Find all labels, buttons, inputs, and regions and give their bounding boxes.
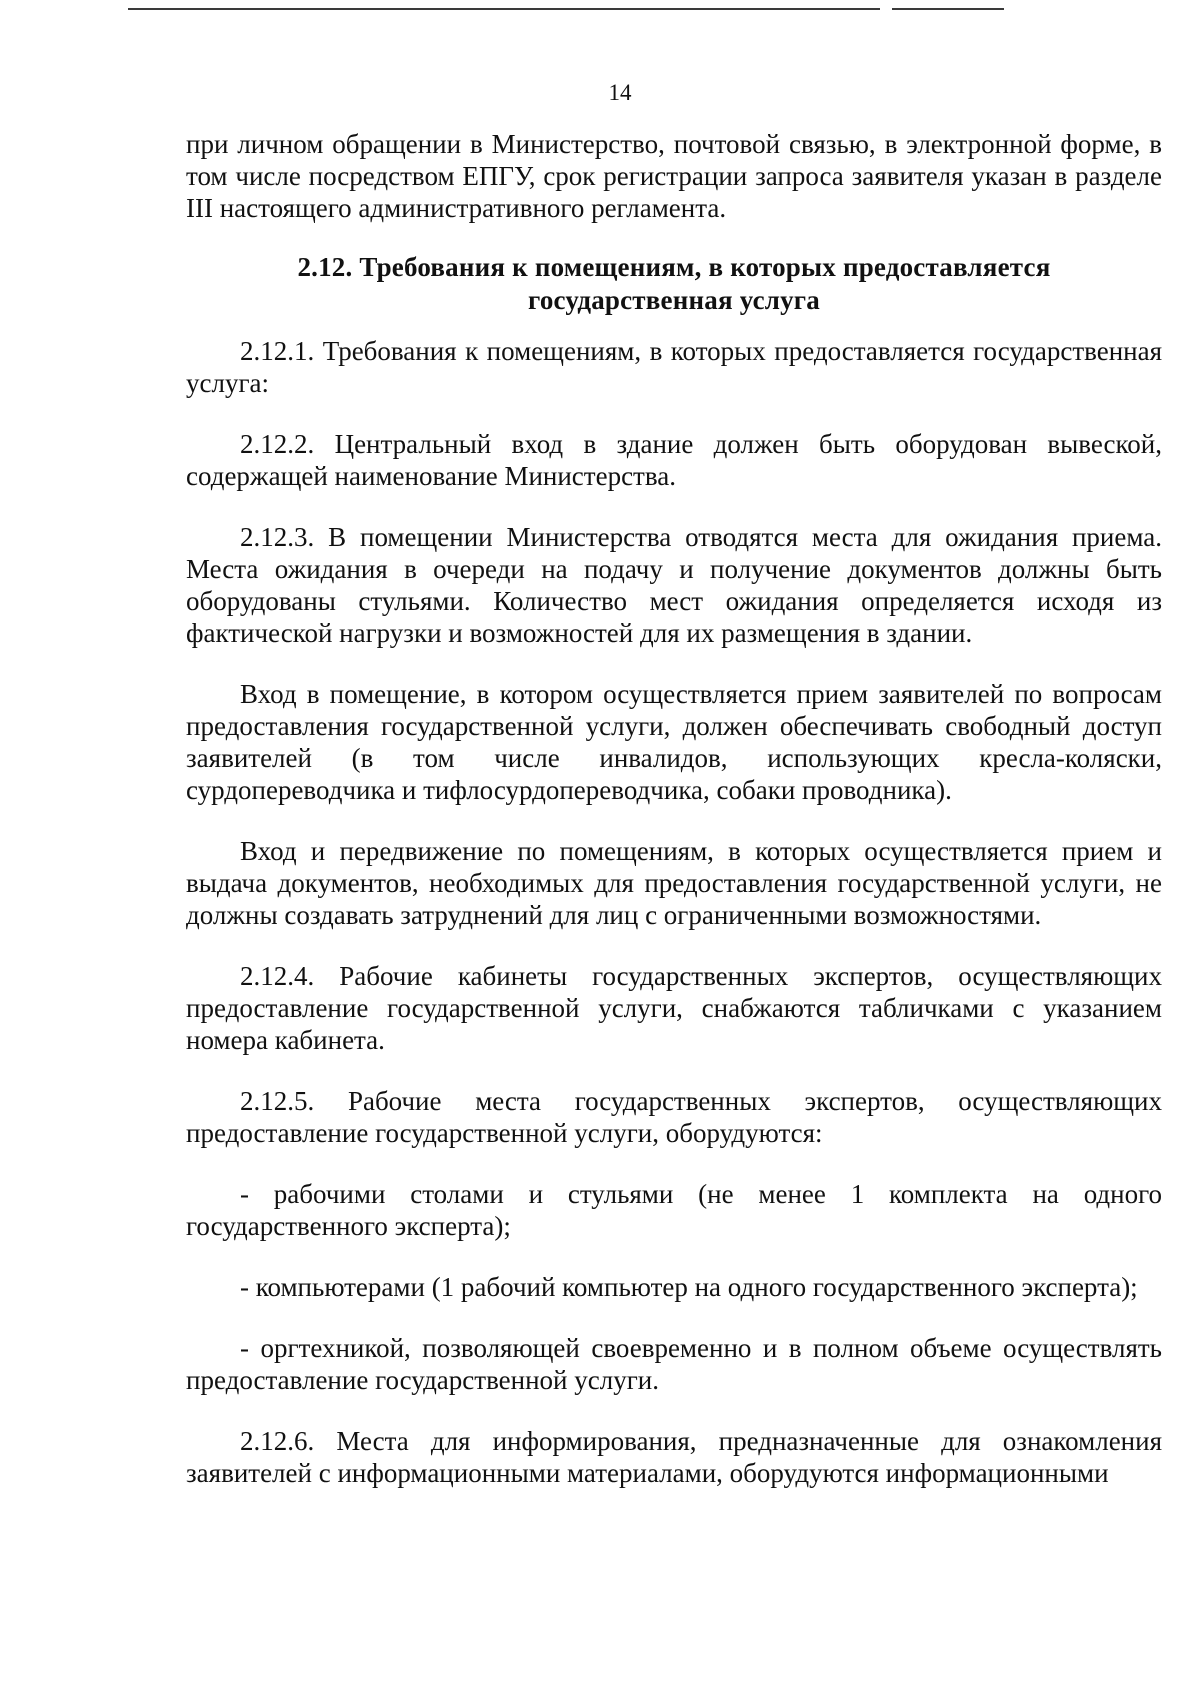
paragraph-2-12-1: 2.12.1. Требования к помещениям, в которых предоставляется государственная услуга: xyxy=(186,336,1162,398)
section-heading-line-2: государственная услуга xyxy=(528,285,820,315)
section-heading xyxy=(186,251,1162,317)
paragraph-2-12-5: 2.12.5. Рабочие места государственных экспертов, осуществляющих предоставление государственной услуги, оборудуются: xyxy=(186,1086,1162,1148)
paragraph-gap xyxy=(186,931,1162,960)
paragraph-gap xyxy=(186,399,1162,428)
document-body xyxy=(186,128,1162,1489)
paragraph-gap xyxy=(186,1056,1162,1085)
paragraph-gap xyxy=(186,1303,1162,1332)
scan-edge-line xyxy=(128,8,880,10)
section-heading-line-1: 2.12. Требования к помещениям, в которых предоставляется xyxy=(297,252,1051,282)
paragraph-2-12-4: 2.12.4. Рабочие кабинеты государственных экспертов, осуществляющих предоставление государственной услуги, снабжаются табличками с указанием номера кабинета. xyxy=(186,961,1162,1055)
paragraph-2-12-6: 2.12.6. Места для информирования, предназначенные для ознакомления заявителей с информационными материалами, оборудуются информационными xyxy=(186,1426,1162,1488)
paragraph-2-12-3: 2.12.3. В помещении Министерства отводятся места для ожидания приема. Места ожидания в очереди на подачу и получение документов должны быть оборудованы стульями. Количество мест ожидания определяется исходя из фактической нагрузки и возможностей для их размещения в здании. xyxy=(186,522,1162,648)
intro-paragraph: при личном обращении в Министерство, почтовой связью, в электронной форме, в том числе посредством ЕПГУ, срок регистрации запроса заявителя указан в разделе III настоящего административного регламента. xyxy=(186,129,1162,223)
paragraph-gap xyxy=(186,492,1162,521)
paragraph-2-12-2: 2.12.2. Центральный вход в здание должен быть оборудован вывеской, содержащей наименование Министерства. xyxy=(186,429,1162,491)
paragraph-gap xyxy=(186,1396,1162,1425)
list-item-desks: - рабочими столами и стульями (не менее 1 комплекта на одного государственного эксперта); xyxy=(186,1179,1162,1241)
paragraph-movement-access: Вход и передвижение по помещениям, в которых осуществляется прием и выдача документов, необходимых для предоставления государственной услуги, не должны создавать затруднений для лиц с ограниченными возможностями. xyxy=(186,836,1162,930)
paragraph-gap xyxy=(186,806,1162,835)
list-item-office-equipment: - оргтехникой, позволяющей своевременно и в полном объеме осуществлять предоставление государственной услуги. xyxy=(186,1333,1162,1395)
paragraph-entrance-access: Вход в помещение, в котором осуществляется прием заявителей по вопросам предоставления государственной услуги, должен обеспечивать свободный доступ заявителей (в том числе инвалидов, использующих кресла-коляски, сурдопереводчика и тифлосурдопереводчика, собаки проводника). xyxy=(186,679,1162,805)
paragraph-gap xyxy=(186,1149,1162,1178)
list-item-computers: - компьютерами (1 рабочий компьютер на одного государственного эксперта); xyxy=(240,1272,1138,1302)
paragraph-gap xyxy=(186,1242,1162,1271)
page-number: 14 xyxy=(608,80,632,105)
paragraph-gap xyxy=(186,649,1162,678)
scan-edge-line-short xyxy=(892,8,1004,10)
